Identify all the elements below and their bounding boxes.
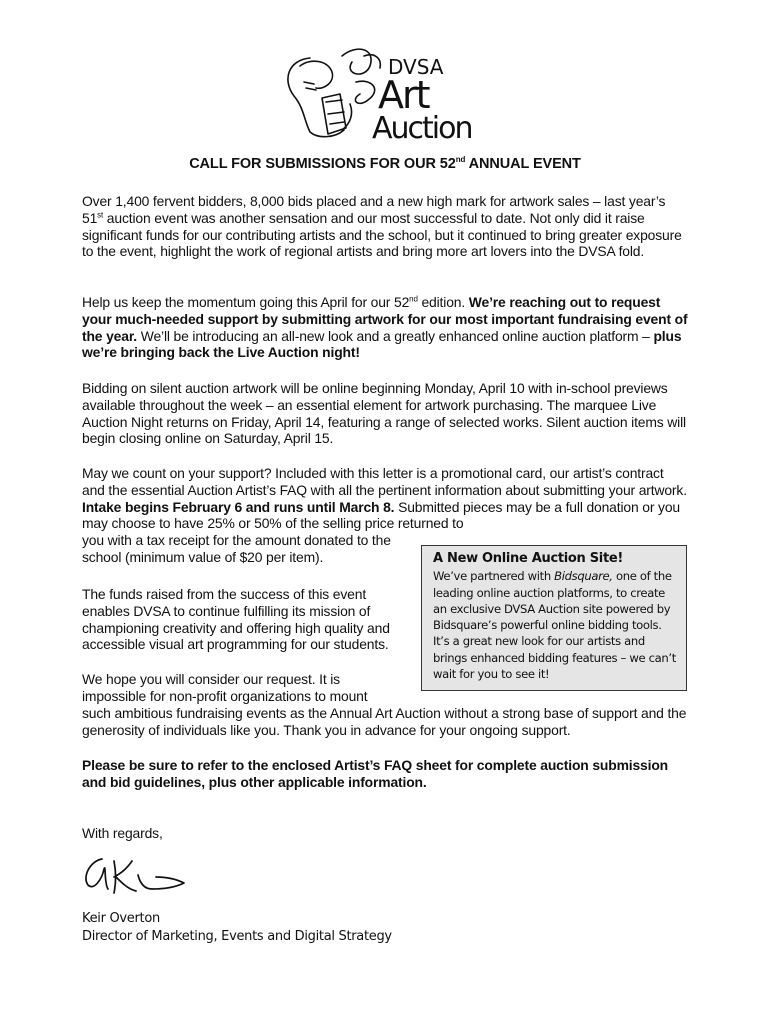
para2-text-c: We’ll be introducing an all-new look and a greatly enhanced online auction platform – xyxy=(137,327,654,344)
online-auction-callout xyxy=(421,545,687,691)
dvsa-art-auction-logo xyxy=(280,38,480,142)
signer-block xyxy=(82,910,582,946)
para2-text-a: Help us keep the momentum going this April for our 52 xyxy=(82,294,410,310)
title-sup: nd xyxy=(455,155,466,165)
para1-sup: st xyxy=(97,210,104,220)
paragraph-mission xyxy=(82,586,417,653)
para2-bold-1: We’re reaching out to request your much-needed support by submitting artwork for our most important fundraising event of the year. xyxy=(82,294,688,344)
paragraph-request xyxy=(82,671,392,705)
logo-line1: DVSA xyxy=(388,55,444,79)
callout-title: A New Online Auction Site! xyxy=(433,551,624,566)
para1-text-b: auction event was another sensation and our most successful to date. Not only did it raise significant funds for our contributing artists and the school, but it continued to bring greater exposure to the event, highlight the work of regional artists and bring more art lovers into the DVSA fold. xyxy=(82,209,682,260)
para4-text-b: Submitted pieces may be a full donation or you may choose to have 25% or 50% of the selling price returned to xyxy=(82,498,680,532)
callout-body xyxy=(433,568,676,682)
para3-text: Bidding on silent auction artwork will be online beginning Monday, April 10 with in-school previews available throughout the week – an essential element for artwork purchasing. The marquee Live Auction Night returns on Friday, April 14, featuring a range of selected works. Silent auction items will begin closing online on Saturday, April 15. xyxy=(82,380,686,447)
para1-text-a: Over 1,400 fervent bidders, 8,000 bids placed and a new high mark for artwork sales – last year’s 51 xyxy=(82,193,666,226)
paragraph-support xyxy=(82,465,688,532)
para7-text: Please be sure to refer to the enclosed Artist’s FAQ sheet for complete auction submission and bid guidelines, plus other applicable information. xyxy=(82,757,669,790)
paragraph-request-cont xyxy=(82,705,688,739)
para6-text-b: such ambitious fundraising events as the Annual Art Auction without a strong base of support and the generosity of individuals like you. Thank you in advance for your ongoing support. xyxy=(82,705,687,738)
paragraph-support-cont xyxy=(82,532,392,566)
signer-role: Director of Marketing, Events and Digital Strategy xyxy=(82,929,392,944)
callout-text-a: We’ve partnered with xyxy=(433,569,555,584)
paragraph-momentum xyxy=(82,294,688,361)
callout-italic: Bidsquare, xyxy=(554,569,613,584)
para2-text-b: edition. xyxy=(417,294,469,310)
para6-text-a: We hope you will consider our request. It is impossible for non-profit organizations to mount xyxy=(82,671,368,704)
paragraph-intro xyxy=(82,193,688,260)
paragraph-faq-note xyxy=(82,757,688,791)
para5-text: The funds raised from the success of this event enables DVSA to continue fulfilling its mission of championing creativity and offering high quality and accessible visual art programming for our students. xyxy=(82,586,390,653)
title-main: CALL FOR SUBMISSIONS FOR OUR 52 xyxy=(189,156,456,172)
signature-icon xyxy=(80,853,190,899)
logo-line2: Art xyxy=(378,73,429,117)
para2-bold-2: plus we’re bringing back the Live Auction night! xyxy=(82,327,682,361)
para2-sup: nd xyxy=(409,294,418,304)
para4-text-a: May we count on your support? Included with this letter is a promotional card, our artist’s contract and the essential Auction Artist’s FAQ with all the pertinent information about submitting your artwork. xyxy=(82,465,687,498)
title-tail: ANNUAL EVENT xyxy=(465,156,581,172)
paragraph-bidding xyxy=(82,380,688,447)
page-title xyxy=(0,156,770,172)
logo-line3: Auction xyxy=(372,111,472,142)
callout-text-b: one of the leading online auction platforms, to create an exclusive DVSA Auction site powered by Bidsquare’s powerful online bidding tools. It’s a great new look for our artists and brings enhanced bidding features – we can’t wait for you to see it! xyxy=(433,569,676,682)
closing-line xyxy=(82,825,688,842)
art-auction-logo-icon xyxy=(280,38,480,142)
para4-bold: Intake begins February 6 and runs until March 8. xyxy=(82,498,395,515)
para4-text-c: you with a tax receipt for the amount donated to the school (minimum value of $20 per item). xyxy=(82,532,391,565)
signer-name: Keir Overton xyxy=(82,911,160,926)
closing-text: With regards, xyxy=(82,825,163,841)
